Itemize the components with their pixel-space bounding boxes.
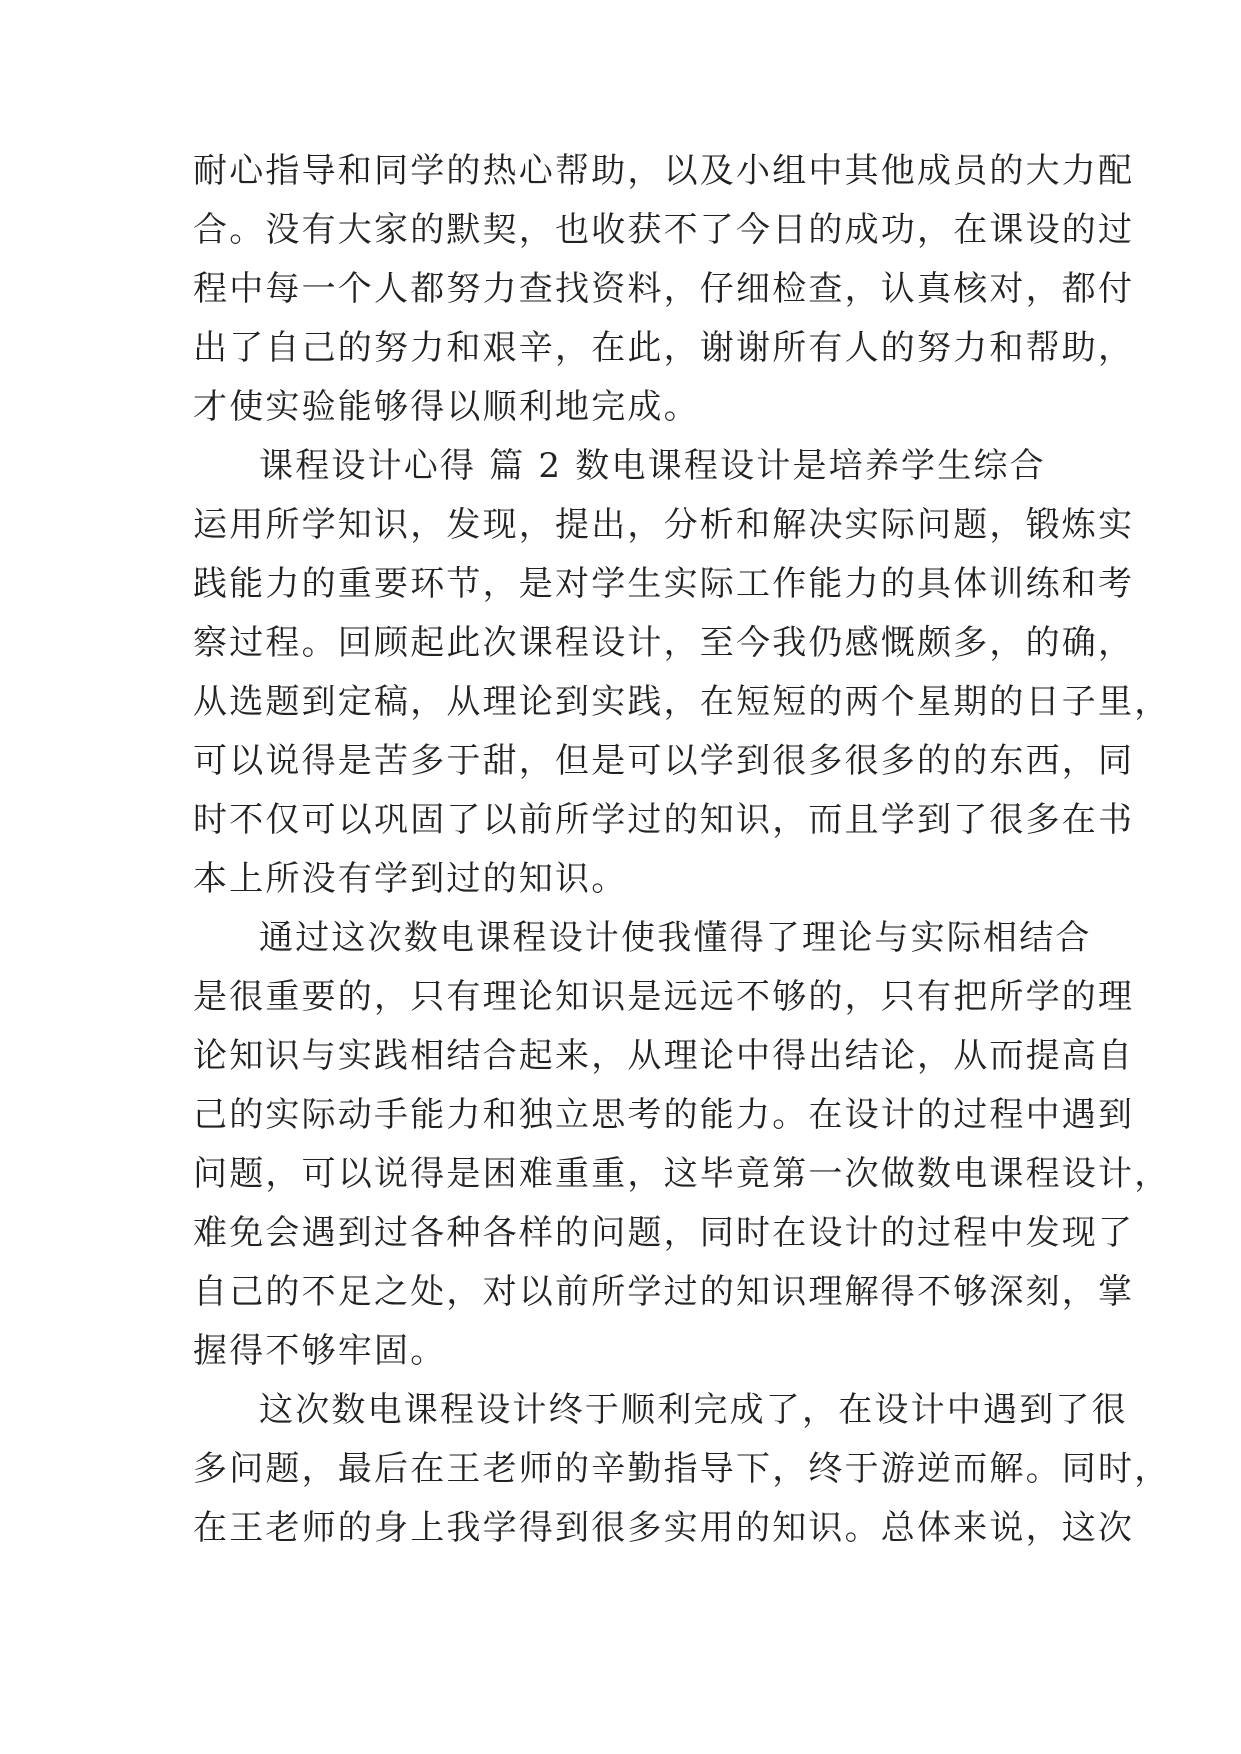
text-line: 在王老师的身上我学得到很多实用的知识。总体来说，这次 <box>193 1508 1135 1548</box>
text-line: 可以说得是苦多于甜，但是可以学到很多很多的的东西，同 <box>193 741 1135 781</box>
text-line: 耐心指导和同学的热心帮助，以及小组中其他成员的大力配 <box>193 151 1135 191</box>
text-line: 难免会遇到过各种各样的问题，同时在设计的过程中发现了 <box>193 1213 1135 1253</box>
text-line: 论知识与实践相结合起来，从理论中得出结论，从而提高自 <box>193 1036 1135 1076</box>
text-line: 问题，可以说得是困难重重，这毕竟第一次做数电课程设计， <box>193 1154 1171 1194</box>
text-line: 时不仅可以巩固了以前所学过的知识，而且学到了很多在书 <box>193 800 1135 840</box>
text-line: 自己的不足之处，对以前所学过的知识理解得不够深刻，掌 <box>193 1272 1135 1312</box>
text-line: 察过程。回顾起此次课程设计，至今我仍感慨颇多，的确， <box>193 623 1135 663</box>
text-line: 这次数电课程设计终于顺利完成了，在设计中遇到了很 <box>259 1390 1128 1430</box>
text-line: 是很重要的，只有理论知识是远远不够的，只有把所学的理 <box>193 977 1135 1017</box>
text-line: 己的实际动手能力和独立思考的能力。在设计的过程中遇到 <box>193 1095 1135 1135</box>
text-line: 践能力的重要环节，是对学生实际工作能力的具体训练和考 <box>193 564 1135 604</box>
text-line: 合。没有大家的默契，也收获不了今日的成功，在课设的过 <box>193 210 1135 250</box>
section-heading-line: 课程设计心得 篇 2 数电课程设计是培养学生综合 <box>259 446 1046 486</box>
text-line: 本上所没有学到过的知识。 <box>193 859 628 899</box>
text-line: 运用所学知识，发现，提出，分析和解决实际问题，锻炼实 <box>193 505 1135 545</box>
text-line: 出了自己的努力和艰辛，在此，谢谢所有人的努力和帮助， <box>193 328 1135 368</box>
text-line: 握得不够牢固。 <box>193 1331 447 1371</box>
text-line: 从选题到定稿，从理论到实践，在短短的两个星期的日子里， <box>193 682 1171 722</box>
text-line: 通过这次数电课程设计使我懂得了理论与实际相结合 <box>259 918 1092 958</box>
text-line: 多问题，最后在王老师的辛勤指导下，终于游逆而解。同时， <box>193 1449 1171 1489</box>
text-line: 才使实验能够得以顺利地完成。 <box>193 387 700 427</box>
text-line: 程中每一个人都努力查找资料，仔细检查，认真核对，都付 <box>193 269 1135 309</box>
